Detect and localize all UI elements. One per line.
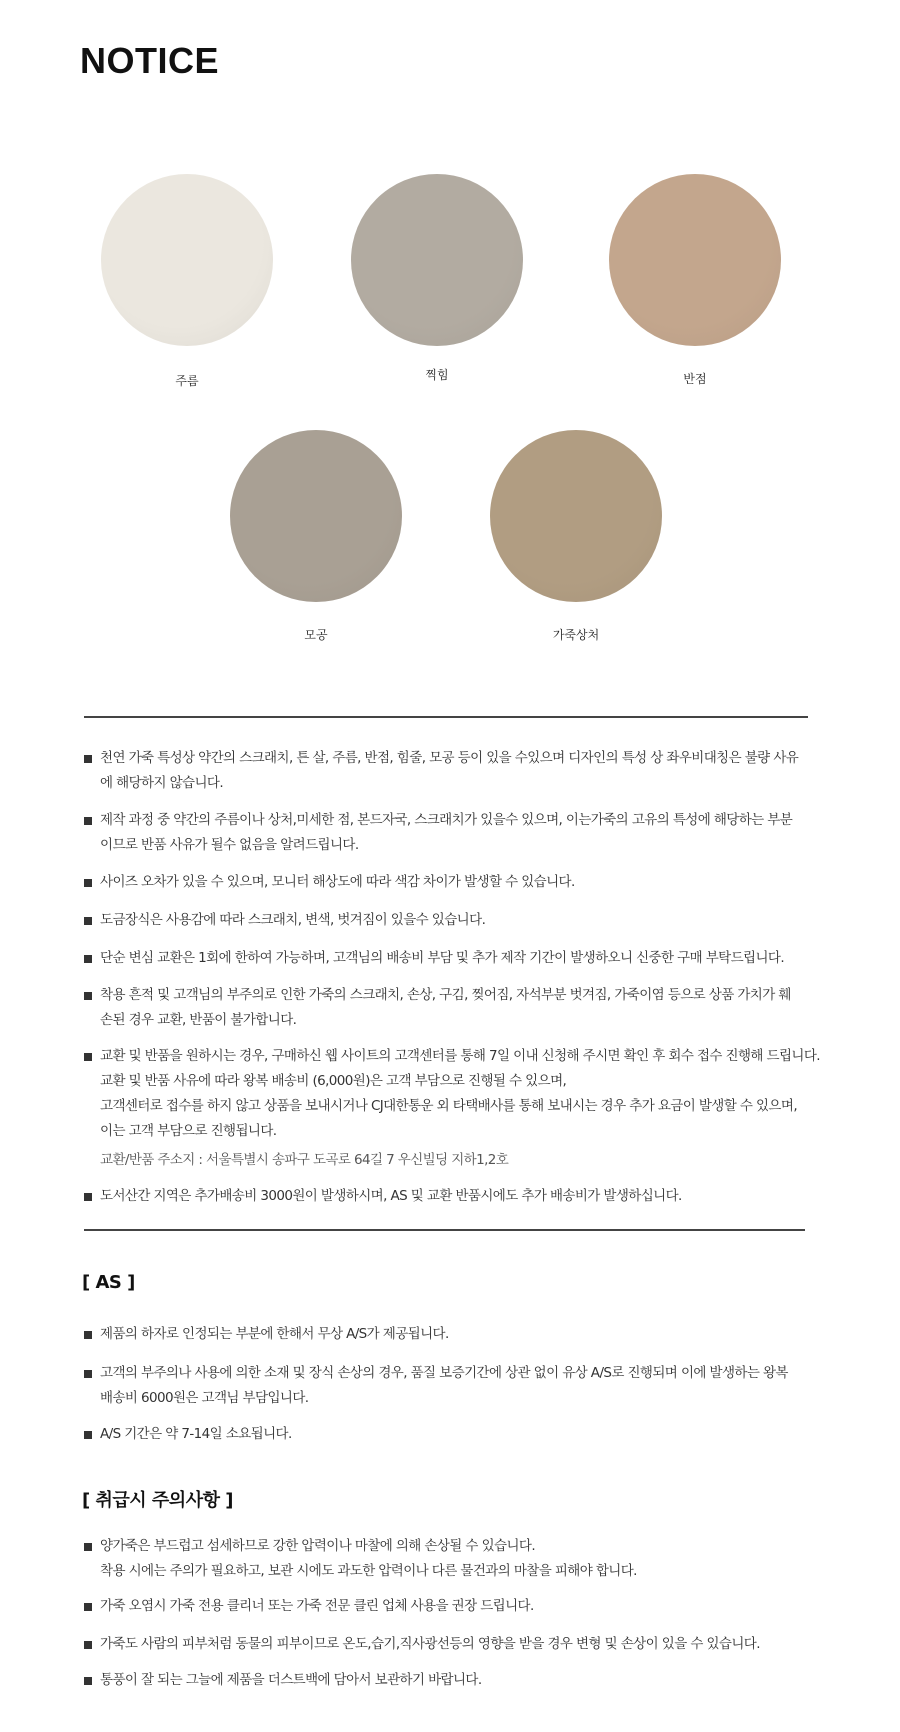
item-text-line: 에 해당하지 않습니다. (100, 775, 224, 791)
swatch-label: 찍힘 (425, 368, 449, 382)
item-text-line: 도서산간 지역은 추가배송비 3000원이 발생하시며, AS 및 교환 반품시에도 추가 배송비가 발생하십니다. (100, 1188, 682, 1204)
list-item (84, 808, 792, 858)
square-bullet-icon (84, 1331, 92, 1339)
list-item (84, 1668, 482, 1693)
square-bullet-icon (84, 917, 92, 925)
square-bullet-icon (84, 1641, 92, 1649)
care-heading: [ 취급시 주의사항 ] (82, 1490, 233, 1511)
item-text-line: 제품의 하자로 인정되는 부분에 한해서 무상 A/S가 제공됩니다. (100, 1326, 449, 1342)
swatch-label: 반점 (683, 372, 707, 386)
leather-swatch-image (609, 174, 781, 346)
return-address: 교환/반품 주소지 : 서울특별시 송파구 도곡로 64길 7 우신빌딩 지하1,2호 (100, 1152, 509, 1168)
square-bullet-icon (84, 992, 92, 1000)
item-text-line: 통풍이 잘 되는 그늘에 제품을 더스트백에 담아서 보관하기 바랍니다. (100, 1672, 482, 1688)
leather-swatch-image (351, 174, 523, 346)
as-heading: [ AS ] (82, 1272, 135, 1293)
square-bullet-icon (84, 879, 92, 887)
item-text-line: 천연 가죽 특성상 약간의 스크래치, 튼 살, 주름, 반점, 힘줄, 모공 등이 있을 수있으며 디자인의 특성 상 좌우비대칭은 불량 사유 (100, 750, 799, 766)
list-item (84, 946, 784, 971)
list-item (84, 870, 575, 895)
item-text-line: 손된 경우 교환, 반품이 불가합니다. (100, 1012, 297, 1028)
item-text-line: 고객의 부주의나 사용에 의한 소재 및 장식 손상의 경우, 품질 보증기간에 상관 없이 유상 A/S로 진행되며 이에 발생하는 왕복 (100, 1365, 788, 1381)
item-text-line: 고객센터로 접수를 하지 않고 상품을 보내시거나 CJ대한통운 외 타택배사를 통해 보내시는 경우 추가 요금이 발생할 수 있으며, (100, 1098, 798, 1114)
item-text-line: 제작 과정 중 약간의 주름이나 상처,미세한 점, 본드자국, 스크래치가 있을수 있으며, 이는가죽의 고유의 특성에 해당하는 부분 (100, 812, 793, 828)
item-text-line: 배송비 6000원은 고객님 부담입니다. (100, 1390, 309, 1406)
swatch-label: 모공 (304, 628, 328, 642)
item-text-line: 착용 시에는 주의가 필요하고, 보관 시에도 과도한 압력이나 다른 물건과의 마찰을 피해야 합니다. (100, 1563, 637, 1579)
square-bullet-icon (84, 1431, 92, 1439)
item-text-line: 단순 변심 교환은 1회에 한하여 가능하며, 고객님의 배송비 부담 및 추가 제작 기간이 발생하오니 신중한 구매 부탁드립니다. (100, 950, 785, 966)
list-item (84, 746, 798, 796)
item-text-line: 가죽 오염시 가죽 전용 클리너 또는 가죽 전문 클린 업체 사용을 권장 드립니다. (100, 1598, 534, 1614)
item-text-line: 착용 흔적 및 고객님의 부주의로 인한 가죽의 스크래치, 손상, 구김, 찢어짐, 자석부분 벗겨짐, 가죽이염 등으로 상품 가치가 훼 (100, 987, 791, 1003)
item-text-line: 이는 고객 부담으로 진행됩니다. (100, 1123, 277, 1139)
square-bullet-icon (84, 1677, 92, 1685)
list-item (84, 1594, 534, 1619)
list-item (84, 1534, 637, 1584)
item-text-line: A/S 기간은 약 7-14일 소요됩니다. (100, 1426, 292, 1442)
item-text-line: 양가죽은 부드럽고 섬세하므로 강한 압력이나 마찰에 의해 손상될 수 있습니다. (100, 1538, 536, 1554)
square-bullet-icon (84, 1053, 92, 1061)
leather-swatch-image (101, 174, 273, 346)
item-text-line: 도금장식은 사용감에 따라 스크래치, 변색, 벗겨짐이 있을수 있습니다. (100, 912, 486, 928)
list-item (84, 983, 791, 1033)
list-item (84, 908, 485, 933)
divider (84, 1229, 805, 1231)
list-item (84, 1322, 449, 1347)
item-text-line: 사이즈 오차가 있을 수 있으며, 모니터 해상도에 따라 색감 차이가 발생할 수 있습니다. (100, 874, 575, 890)
list-item (84, 1184, 682, 1209)
item-text-line: 교환 및 반품을 원하시는 경우, 구매하신 웹 사이트의 고객센터를 통해 7일 이내 신청해 주시면 확인 후 회수 접수 진행해 드립니다. (100, 1048, 820, 1064)
divider (84, 716, 808, 718)
leather-swatch-image (490, 430, 662, 602)
item-text-line: 교환 및 반품 사유에 따라 왕복 배송비 (6,000원)은 고객 부담으로 진행될 수 있으며, (100, 1073, 567, 1089)
swatch-label: 주름 (175, 374, 199, 388)
item-text-line: 이므로 반품 사유가 될수 없음을 알려드립니다. (100, 837, 359, 853)
item-text-line: 가죽도 사람의 피부처럼 동물의 피부이므로 온도,습기,직사광선등의 영향을 받을 경우 변형 및 손상이 있을 수 있습니다. (100, 1636, 760, 1652)
square-bullet-icon (84, 755, 92, 763)
swatch-label: 가죽상처 (552, 628, 600, 642)
square-bullet-icon (84, 1193, 92, 1201)
square-bullet-icon (84, 1603, 92, 1611)
square-bullet-icon (84, 1370, 92, 1378)
square-bullet-icon (84, 955, 92, 963)
square-bullet-icon (84, 817, 92, 825)
list-item (84, 1632, 760, 1657)
leather-swatch-image (230, 430, 402, 602)
page-title: NOTICE (80, 40, 220, 81)
list-item (84, 1044, 820, 1173)
list-item (84, 1422, 292, 1447)
square-bullet-icon (84, 1543, 92, 1551)
list-item (84, 1361, 788, 1411)
